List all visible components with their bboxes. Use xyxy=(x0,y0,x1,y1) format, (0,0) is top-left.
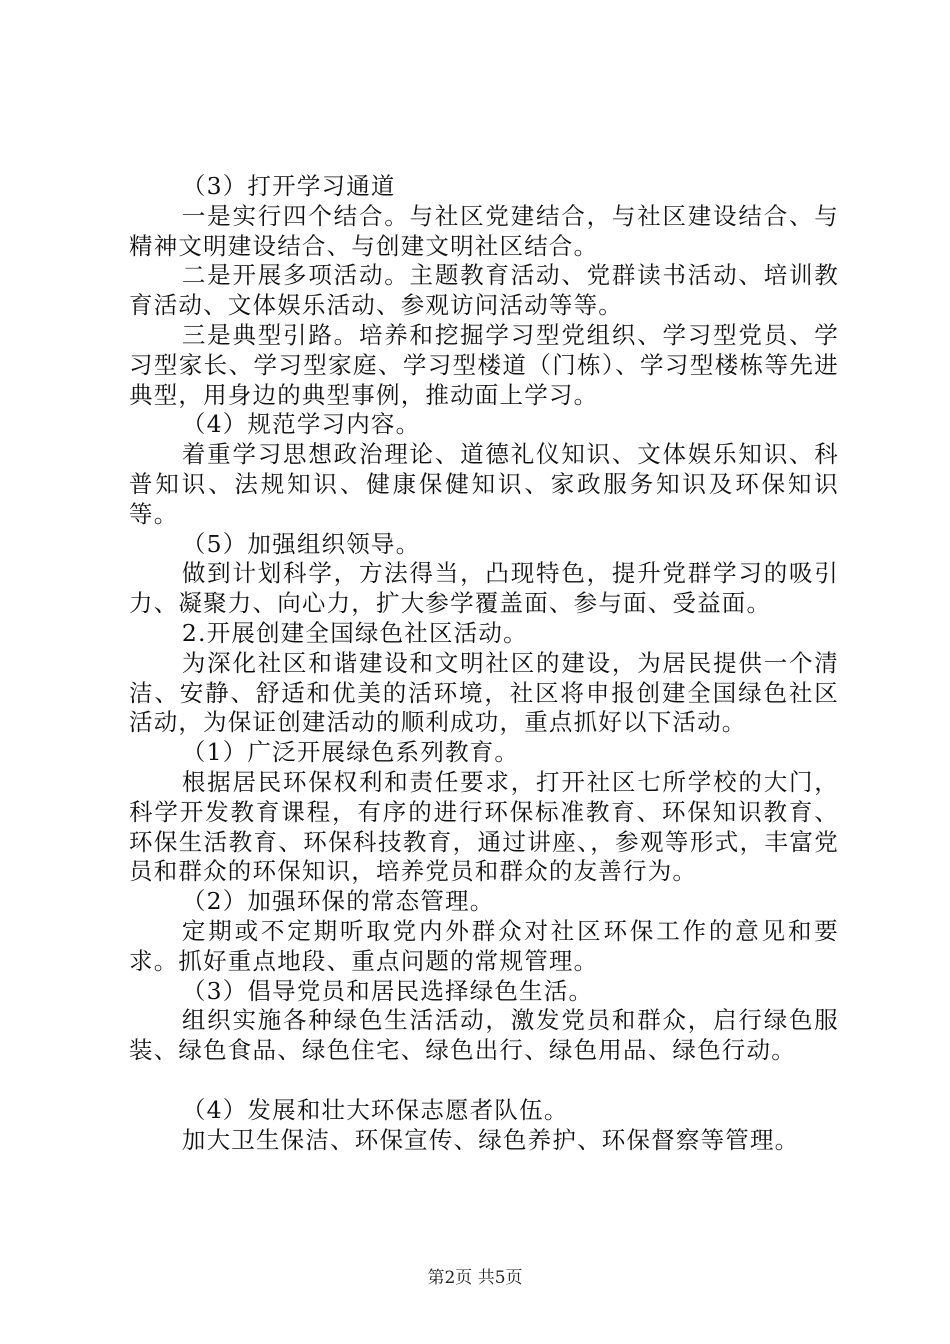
heading-open-learning-channel: （3）打开学习通道 xyxy=(181,172,396,200)
paragraph-green-community-intro: 为深化社区和谐建设和文明社区的建设，为居民提供一个清洁、安静、舒适和优美的活环境，社区将申报创建全国绿色社区活动，为保证创建活动的顺利成功，重点抓好以下活动。 xyxy=(129,648,839,737)
heading-green-community: 2.开展创建全国绿色社区活动。 xyxy=(181,618,528,647)
paragraph-spacer xyxy=(129,1066,839,1096)
document-body xyxy=(129,172,839,1156)
paragraph-volunteer-team: 加大卫生保洁、环保宣传、绿色养护、环保督察等管理。 xyxy=(181,1125,800,1154)
paragraph-multiple-activities: 二是开展多项活动。主题教育活动、党群读书活动、培训教育活动、文体娱乐活动、参观访问活动等等。 xyxy=(129,261,839,320)
paragraph-green-education: 根据居民环保权利和责任要求，打开社区七所学校的大门，科学开发教育课程，有序的进行环保标准教育、环保知识教育、环保生活教育、环保科技教育，通过讲座、，参观等形式，丰富党员和群众的环保知识，培养党员和群众的友善行为。 xyxy=(129,767,839,886)
paragraph-environmental-management: 定期或不定期听取党内外群众对社区环保工作的意见和要求。抓好重点地段、重点问题的常规管理。 xyxy=(129,916,839,975)
heading-green-living: （3）倡导党员和居民选择绿色生活。 xyxy=(181,976,594,1005)
heading-environmental-management: （2）加强环保的常态管理。 xyxy=(181,887,495,916)
paragraph-leadership: 做到计划科学，方法得当，凸现特色，提升党群学习的吸引力、凝聚力、向心力，扩大参学覆盖面、参与面、受益面。 xyxy=(129,559,839,618)
page-number-footer: 第2页 共5页 xyxy=(427,1268,523,1288)
heading-green-education: （1）广泛开展绿色系列教育。 xyxy=(181,738,520,767)
paragraph-typical-guidance: 三是典型引路。培养和挖掘学习型党组织、学习型党员、学习型家长、学习型家庭、学习型楼道（门栋）、学习型楼栋等先进典型，用身边的典型事例，推动面上学习。 xyxy=(129,320,839,409)
paragraph-four-combinations: 一是实行四个结合。与社区党建结合，与社区建设结合、与精神文明建设结合、与创建文明社区结合。 xyxy=(129,201,839,260)
heading-volunteer-team: （4）发展和壮大环保志愿者队伍。 xyxy=(181,1095,569,1124)
heading-strengthen-leadership: （5）加强组织领导。 xyxy=(181,529,421,558)
paragraph-green-living: 组织实施各种绿色生活活动，激发党员和群众，启行绿色服装、绿色食品、绿色住宅、绿色出行、绿色用品、绿色行动。 xyxy=(129,1006,839,1065)
heading-standardize-content: （4）规范学习内容。 xyxy=(181,410,421,439)
paragraph-learning-content: 着重学习思想政治理论、道德礼仪知识、文体娱乐知识、科普知识、法规知识、健康保健知识、家政服务知识及环保知识等。 xyxy=(129,440,839,528)
